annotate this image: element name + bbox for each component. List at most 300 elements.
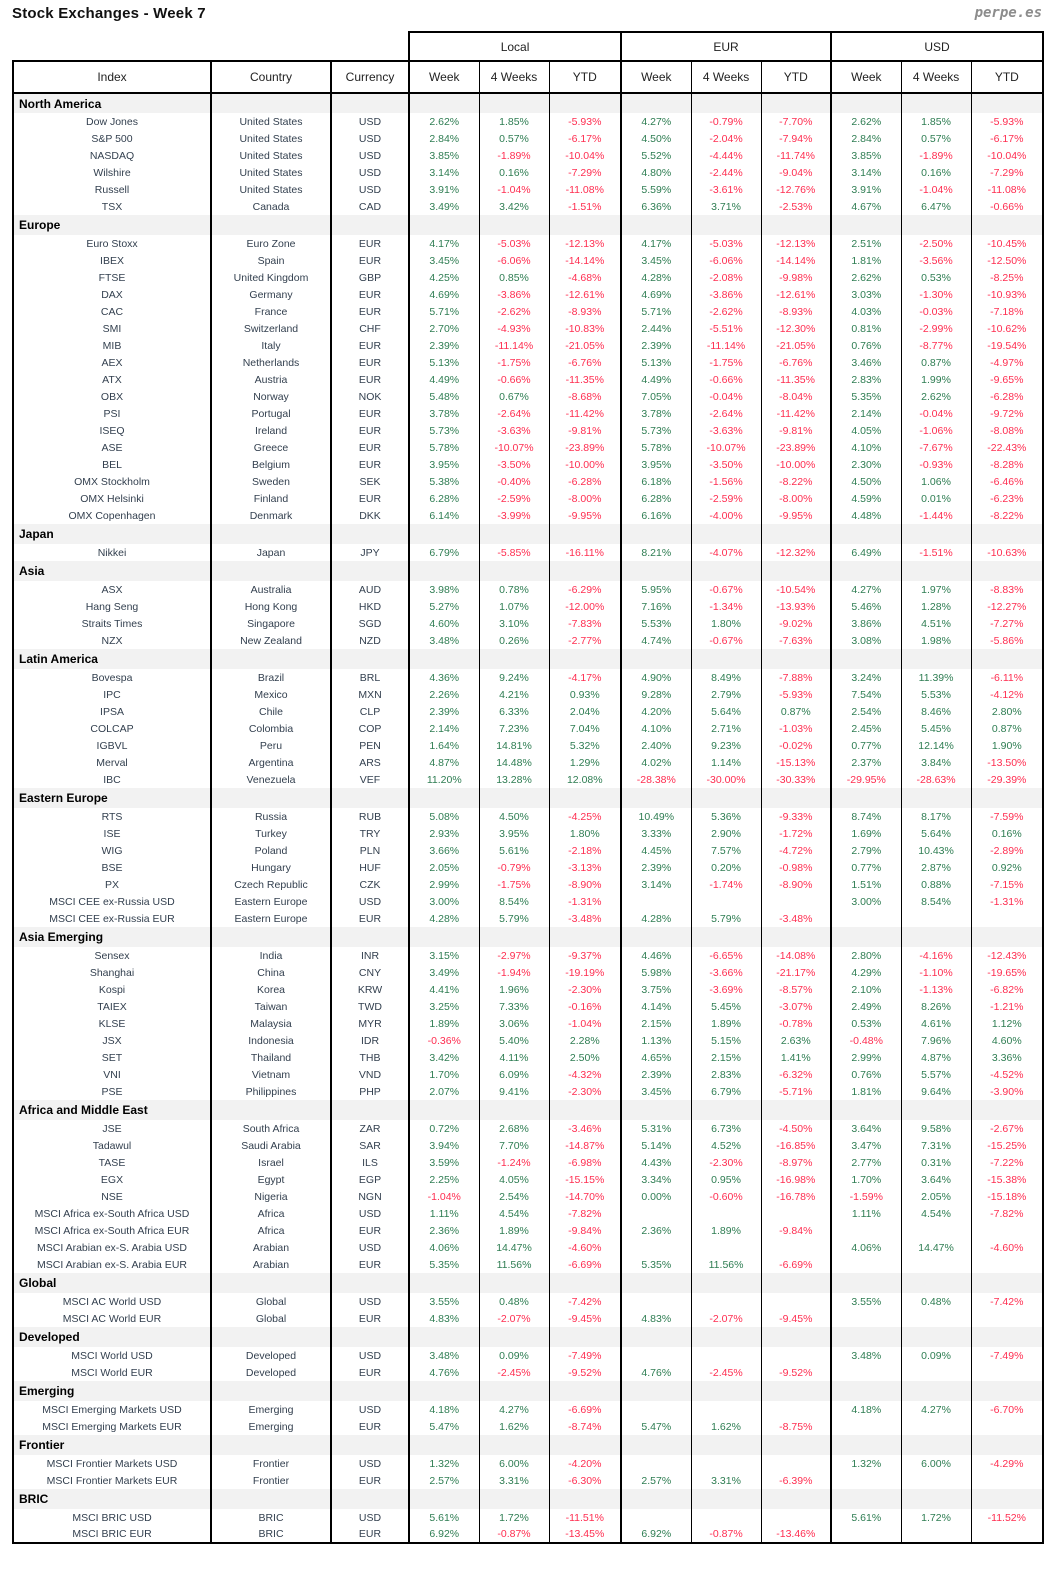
currency-cell: EUR: [331, 1256, 409, 1273]
value-cell: 2.14%: [409, 720, 479, 737]
value-cell: 5.71%: [409, 303, 479, 320]
value-cell: 9.28%: [621, 686, 691, 703]
value-cell: -7.67%: [901, 439, 971, 456]
section-row: [13, 93, 1043, 113]
section-cell: [549, 927, 621, 947]
value-cell: 3.42%: [409, 1049, 479, 1066]
section-cell: [621, 927, 691, 947]
value-cell: [621, 1205, 691, 1222]
section-cell: [479, 1381, 549, 1401]
value-cell: 4.45%: [621, 842, 691, 859]
value-cell: 0.20%: [691, 859, 761, 876]
value-cell: 5.13%: [621, 354, 691, 371]
value-cell: 0.48%: [479, 1293, 549, 1310]
section-cell: [761, 93, 831, 113]
value-cell: 4.69%: [409, 286, 479, 303]
value-cell: 6.36%: [621, 198, 691, 215]
value-cell: 3.24%: [831, 669, 901, 686]
country-cell: Taiwan: [211, 998, 331, 1015]
value-cell: -21.05%: [761, 337, 831, 354]
value-cell: 1.72%: [901, 1509, 971, 1526]
value-cell: -9.04%: [761, 164, 831, 181]
currency-cell: JPY: [331, 544, 409, 561]
table-row: [13, 981, 1043, 998]
value-cell: 2.28%: [549, 1032, 621, 1049]
value-cell: 12.08%: [549, 771, 621, 788]
value-cell: 4.60%: [409, 615, 479, 632]
country-cell: Turkey: [211, 825, 331, 842]
section-cell: [479, 788, 549, 808]
group-header-usd: USD: [831, 32, 1043, 61]
value-cell: 0.72%: [409, 1120, 479, 1137]
section-cell: [901, 649, 971, 669]
value-cell: 1.81%: [831, 1083, 901, 1100]
value-cell: 3.14%: [621, 876, 691, 893]
index-cell: SET: [13, 1049, 211, 1066]
value-cell: 2.14%: [831, 405, 901, 422]
value-cell: -0.67%: [691, 632, 761, 649]
value-cell: -15.15%: [549, 1171, 621, 1188]
value-cell: -2.30%: [549, 981, 621, 998]
value-cell: 3.78%: [409, 405, 479, 422]
section-cell: [971, 93, 1043, 113]
value-cell: 2.15%: [621, 1015, 691, 1032]
value-cell: 2.37%: [831, 754, 901, 771]
value-cell: 3.06%: [479, 1015, 549, 1032]
country-cell: Vietnam: [211, 1066, 331, 1083]
value-cell: -5.03%: [479, 235, 549, 252]
value-cell: -16.78%: [761, 1188, 831, 1205]
section-cell: [971, 524, 1043, 544]
value-cell: -1.44%: [901, 507, 971, 524]
value-cell: 0.85%: [479, 269, 549, 286]
section-cell: [971, 561, 1043, 581]
currency-cell: CLP: [331, 703, 409, 720]
section-cell: [211, 524, 331, 544]
index-cell: IPC: [13, 686, 211, 703]
country-cell: Argentina: [211, 754, 331, 771]
currency-cell: EUR: [331, 456, 409, 473]
column-header: 4 Weeks: [479, 61, 549, 93]
section-cell: [549, 1273, 621, 1293]
section-cell: [479, 1489, 549, 1509]
value-cell: -9.95%: [549, 507, 621, 524]
value-cell: 0.87%: [971, 720, 1043, 737]
section-cell: [831, 1100, 901, 1120]
country-cell: Portugal: [211, 405, 331, 422]
country-cell: Developed: [211, 1347, 331, 1364]
page-title: Stock Exchanges - Week 7: [12, 5, 206, 22]
country-cell: Brazil: [211, 669, 331, 686]
value-cell: 1.70%: [831, 1171, 901, 1188]
table-row: [13, 130, 1043, 147]
table-row: [13, 669, 1043, 686]
value-cell: [691, 1455, 761, 1472]
currency-cell: SGD: [331, 615, 409, 632]
value-cell: -8.00%: [761, 490, 831, 507]
section-cell: [761, 788, 831, 808]
currency-cell: EUR: [331, 1526, 409, 1543]
index-cell: SMI: [13, 320, 211, 337]
currency-cell: USD: [331, 1455, 409, 1472]
section-cell: [331, 215, 409, 235]
section-cell: [479, 524, 549, 544]
value-cell: 7.16%: [621, 598, 691, 615]
currency-cell: TWD: [331, 998, 409, 1015]
country-cell: Japan: [211, 544, 331, 561]
value-cell: 1.70%: [409, 1066, 479, 1083]
value-cell: 3.03%: [831, 286, 901, 303]
value-cell: 4.54%: [479, 1205, 549, 1222]
value-cell: 8.49%: [691, 669, 761, 686]
value-cell: 3.00%: [409, 893, 479, 910]
section-cell: [331, 1327, 409, 1347]
value-cell: 14.47%: [901, 1239, 971, 1256]
value-cell: -1.13%: [901, 981, 971, 998]
value-cell: 4.61%: [901, 1015, 971, 1032]
country-cell: Peru: [211, 737, 331, 754]
value-cell: [831, 1310, 901, 1327]
value-cell: 4.10%: [831, 439, 901, 456]
index-cell: S&P 500: [13, 130, 211, 147]
table-row: [13, 859, 1043, 876]
value-cell: -8.68%: [549, 388, 621, 405]
value-cell: -9.45%: [549, 1310, 621, 1327]
value-cell: -4.60%: [549, 1239, 621, 1256]
value-cell: -4.44%: [691, 147, 761, 164]
value-cell: 5.36%: [691, 808, 761, 825]
value-cell: 4.90%: [621, 669, 691, 686]
value-cell: -28.63%: [901, 771, 971, 788]
value-cell: 2.26%: [409, 686, 479, 703]
value-cell: 3.00%: [831, 893, 901, 910]
section-cell: [831, 1435, 901, 1455]
value-cell: 2.39%: [409, 337, 479, 354]
value-cell: 2.57%: [409, 1472, 479, 1489]
section-cell: [331, 1489, 409, 1509]
value-cell: 7.57%: [691, 842, 761, 859]
section-cell: [901, 1273, 971, 1293]
value-cell: -7.42%: [971, 1293, 1043, 1310]
section-cell: [901, 1100, 971, 1120]
value-cell: 4.49%: [621, 371, 691, 388]
country-cell: France: [211, 303, 331, 320]
value-cell: 3.64%: [901, 1171, 971, 1188]
top-bar: [12, 5, 1042, 27]
value-cell: -10.45%: [971, 235, 1043, 252]
value-cell: 6.92%: [621, 1526, 691, 1543]
value-cell: 4.76%: [621, 1364, 691, 1381]
index-cell: DAX: [13, 286, 211, 303]
section-cell: [479, 561, 549, 581]
value-cell: -19.54%: [971, 337, 1043, 354]
value-cell: 5.35%: [409, 1256, 479, 1273]
value-cell: 11.56%: [479, 1256, 549, 1273]
value-cell: [691, 1205, 761, 1222]
value-cell: 2.70%: [409, 320, 479, 337]
value-cell: 4.14%: [621, 998, 691, 1015]
table-row: [13, 1509, 1043, 1526]
value-cell: 5.32%: [549, 737, 621, 754]
value-cell: 8.54%: [479, 893, 549, 910]
value-cell: 2.80%: [971, 703, 1043, 720]
currency-cell: PLN: [331, 842, 409, 859]
value-cell: 5.57%: [901, 1066, 971, 1083]
section-cell: [331, 524, 409, 544]
index-cell: KLSE: [13, 1015, 211, 1032]
value-cell: -14.14%: [761, 252, 831, 269]
country-cell: Frontier: [211, 1455, 331, 1472]
value-cell: -6.76%: [549, 354, 621, 371]
currency-cell: CAD: [331, 198, 409, 215]
value-cell: 3.45%: [621, 1083, 691, 1100]
value-cell: [901, 1526, 971, 1543]
value-cell: [901, 1310, 971, 1327]
index-cell: JSE: [13, 1120, 211, 1137]
column-header: YTD: [761, 61, 831, 93]
value-cell: -1.04%: [479, 181, 549, 198]
value-cell: 9.41%: [479, 1083, 549, 1100]
value-cell: 4.21%: [479, 686, 549, 703]
value-cell: -5.93%: [971, 113, 1043, 130]
value-cell: 1.89%: [409, 1015, 479, 1032]
value-cell: 4.50%: [621, 130, 691, 147]
currency-cell: USD: [331, 1509, 409, 1526]
value-cell: 13.28%: [479, 771, 549, 788]
section-cell: [211, 561, 331, 581]
section-cell: [479, 93, 549, 113]
section-cell: [331, 1435, 409, 1455]
index-cell: EGX: [13, 1171, 211, 1188]
value-cell: -16.85%: [761, 1137, 831, 1154]
table-row: [13, 354, 1043, 371]
section-cell: [901, 93, 971, 113]
value-cell: -11.14%: [691, 337, 761, 354]
value-cell: -7.29%: [971, 164, 1043, 181]
value-cell: [971, 1256, 1043, 1273]
section-cell: [409, 649, 479, 669]
value-cell: -8.93%: [761, 303, 831, 320]
value-cell: 0.26%: [479, 632, 549, 649]
value-cell: 3.84%: [901, 754, 971, 771]
value-cell: -4.93%: [479, 320, 549, 337]
section-title: Global: [13, 1273, 211, 1293]
country-cell: Sweden: [211, 473, 331, 490]
column-header: YTD: [549, 61, 621, 93]
table-row: [13, 1347, 1043, 1364]
value-cell: -11.74%: [761, 147, 831, 164]
value-cell: -6.28%: [971, 388, 1043, 405]
value-cell: -12.61%: [549, 286, 621, 303]
value-cell: -2.62%: [691, 303, 761, 320]
value-cell: 4.41%: [409, 981, 479, 998]
table-row: [13, 1188, 1043, 1205]
section-cell: [621, 93, 691, 113]
column-header: 4 Weeks: [691, 61, 761, 93]
value-cell: 5.08%: [409, 808, 479, 825]
value-cell: -3.50%: [691, 456, 761, 473]
value-cell: [621, 1347, 691, 1364]
value-cell: -2.64%: [691, 405, 761, 422]
table-row: [13, 303, 1043, 320]
value-cell: 8.26%: [901, 998, 971, 1015]
value-cell: 5.73%: [409, 422, 479, 439]
index-cell: FTSE: [13, 269, 211, 286]
currency-cell: NGN: [331, 1188, 409, 1205]
index-cell: MSCI Emerging Markets EUR: [13, 1418, 211, 1435]
value-cell: -1.75%: [479, 354, 549, 371]
section-cell: [621, 649, 691, 669]
country-cell: BRIC: [211, 1509, 331, 1526]
section-cell: [761, 649, 831, 669]
value-cell: 4.87%: [901, 1049, 971, 1066]
value-cell: 5.35%: [621, 1256, 691, 1273]
value-cell: 3.95%: [479, 825, 549, 842]
value-cell: 5.31%: [621, 1120, 691, 1137]
table-row: [13, 825, 1043, 842]
country-cell: Africa: [211, 1222, 331, 1239]
country-cell: Korea: [211, 981, 331, 998]
currency-cell: SAR: [331, 1137, 409, 1154]
section-cell: [901, 1435, 971, 1455]
value-cell: 3.31%: [691, 1472, 761, 1489]
index-cell: JSX: [13, 1032, 211, 1049]
value-cell: 5.35%: [831, 388, 901, 405]
value-cell: -4.97%: [971, 354, 1043, 371]
table-row: [13, 910, 1043, 927]
value-cell: 2.80%: [831, 947, 901, 964]
index-cell: TAIEX: [13, 998, 211, 1015]
value-cell: 1.29%: [549, 754, 621, 771]
value-cell: -7.70%: [761, 113, 831, 130]
value-cell: [971, 1526, 1043, 1543]
value-cell: 4.06%: [409, 1239, 479, 1256]
value-cell: 2.83%: [831, 371, 901, 388]
value-cell: 3.91%: [831, 181, 901, 198]
value-cell: -1.51%: [901, 544, 971, 561]
section-cell: [831, 788, 901, 808]
value-cell: -2.04%: [691, 130, 761, 147]
index-cell: MSCI CEE ex-Russia USD: [13, 893, 211, 910]
value-cell: 5.46%: [831, 598, 901, 615]
section-row: [13, 927, 1043, 947]
table-row: [13, 164, 1043, 181]
value-cell: -22.43%: [971, 439, 1043, 456]
index-cell: OMX Stockholm: [13, 473, 211, 490]
value-cell: -13.46%: [761, 1526, 831, 1543]
value-cell: -12.30%: [761, 320, 831, 337]
value-cell: -6.69%: [549, 1401, 621, 1418]
value-cell: -10.07%: [479, 439, 549, 456]
country-cell: Global: [211, 1310, 331, 1327]
value-cell: -8.75%: [761, 1418, 831, 1435]
country-cell: United States: [211, 181, 331, 198]
value-cell: 8.54%: [901, 893, 971, 910]
index-cell: Shanghai: [13, 964, 211, 981]
value-cell: -12.00%: [549, 598, 621, 615]
value-cell: 0.09%: [479, 1347, 549, 1364]
currency-group-header-row: [13, 32, 1043, 61]
table-row: [13, 686, 1043, 703]
currency-cell: EUR: [331, 252, 409, 269]
value-cell: -2.89%: [971, 842, 1043, 859]
index-cell: MSCI Arabian ex-S. Arabia EUR: [13, 1256, 211, 1273]
value-cell: -6.17%: [549, 130, 621, 147]
index-cell: MSCI Arabian ex-S. Arabia USD: [13, 1239, 211, 1256]
value-cell: -4.17%: [549, 669, 621, 686]
currency-cell: EUR: [331, 354, 409, 371]
value-cell: 3.25%: [409, 998, 479, 1015]
table-row: [13, 720, 1043, 737]
country-cell: Arabian: [211, 1256, 331, 1273]
value-cell: [621, 1293, 691, 1310]
section-title: Europe: [13, 215, 211, 235]
section-row: [13, 1273, 1043, 1293]
section-cell: [549, 1100, 621, 1120]
column-header: Country: [211, 61, 331, 93]
value-cell: 2.44%: [621, 320, 691, 337]
value-cell: [901, 1418, 971, 1435]
value-cell: 3.45%: [409, 252, 479, 269]
value-cell: 3.75%: [621, 981, 691, 998]
value-cell: -6.06%: [479, 252, 549, 269]
value-cell: 1.32%: [409, 1455, 479, 1472]
value-cell: -10.93%: [971, 286, 1043, 303]
value-cell: 8.21%: [621, 544, 691, 561]
currency-cell: VND: [331, 1066, 409, 1083]
value-cell: 3.95%: [409, 456, 479, 473]
section-cell: [621, 1273, 691, 1293]
section-cell: [621, 788, 691, 808]
value-cell: 14.47%: [479, 1239, 549, 1256]
currency-cell: USD: [331, 164, 409, 181]
section-cell: [831, 927, 901, 947]
value-cell: 11.56%: [691, 1256, 761, 1273]
value-cell: -23.89%: [761, 439, 831, 456]
section-cell: [549, 93, 621, 113]
country-cell: Germany: [211, 286, 331, 303]
value-cell: 6.49%: [831, 544, 901, 561]
country-cell: Frontier: [211, 1472, 331, 1489]
value-cell: 2.39%: [621, 859, 691, 876]
value-cell: 4.05%: [479, 1171, 549, 1188]
currency-cell: SEK: [331, 473, 409, 490]
table-row: [13, 490, 1043, 507]
value-cell: 1.80%: [691, 615, 761, 632]
section-row: [13, 215, 1043, 235]
currency-cell: CZK: [331, 876, 409, 893]
value-cell: -3.48%: [549, 910, 621, 927]
value-cell: 4.74%: [621, 632, 691, 649]
section-cell: [901, 1381, 971, 1401]
index-cell: MSCI Africa ex-South Africa EUR: [13, 1222, 211, 1239]
value-cell: 1.51%: [831, 876, 901, 893]
section-cell: [831, 1327, 901, 1347]
table-row: [13, 473, 1043, 490]
value-cell: -0.79%: [479, 859, 549, 876]
currency-cell: USD: [331, 181, 409, 198]
value-cell: -5.86%: [971, 632, 1043, 649]
value-cell: -9.37%: [549, 947, 621, 964]
value-cell: 1.14%: [691, 754, 761, 771]
value-cell: -10.00%: [761, 456, 831, 473]
value-cell: -9.52%: [549, 1364, 621, 1381]
section-cell: [409, 215, 479, 235]
value-cell: 2.62%: [409, 113, 479, 130]
value-cell: 7.23%: [479, 720, 549, 737]
value-cell: 2.10%: [831, 981, 901, 998]
currency-cell: AUD: [331, 581, 409, 598]
